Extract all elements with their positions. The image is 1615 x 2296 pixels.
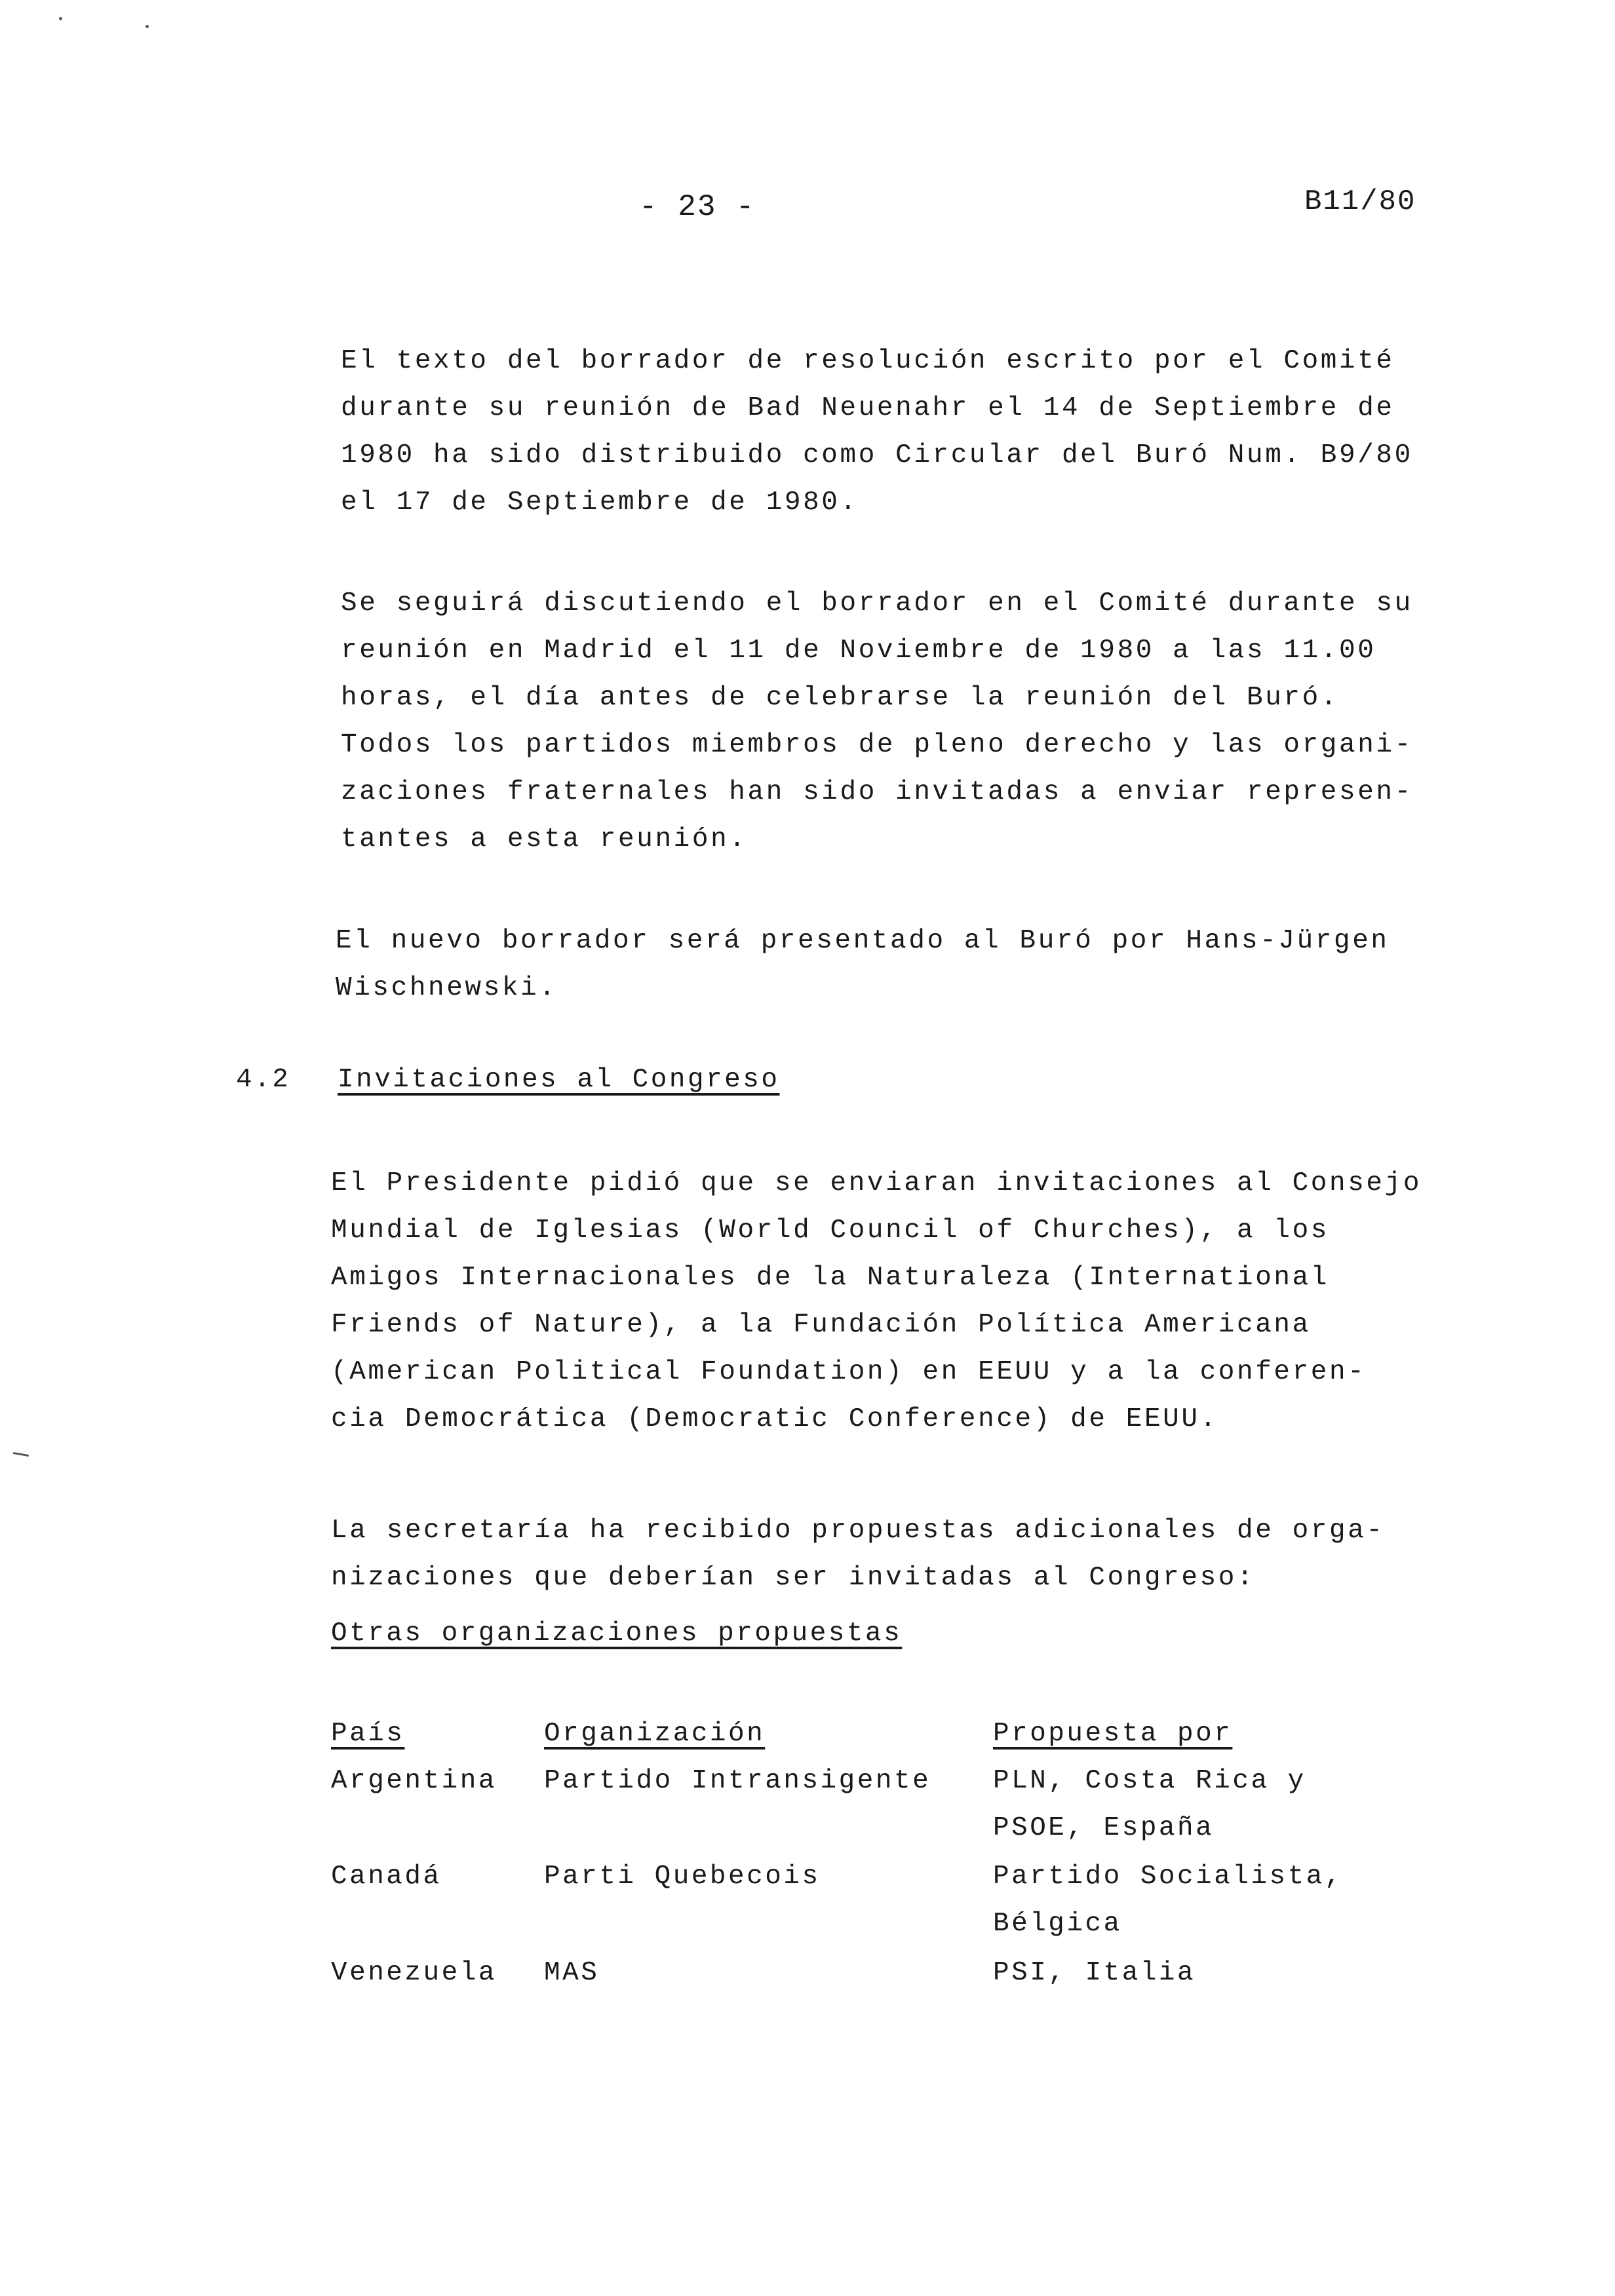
- table-cell-proposed-by: PSOE, España: [993, 1813, 1215, 1843]
- table-header-country: País: [331, 1719, 405, 1749]
- text-line: reunión en Madrid el 11 de Noviembre de 1980 a las 11.00: [341, 636, 1376, 666]
- table-header-proposed-by: Propuesta por: [993, 1719, 1233, 1749]
- text-line: horas, el día antes de celebrarse la reunión del Buró.: [341, 683, 1340, 713]
- document-reference: B11/80: [1304, 185, 1416, 218]
- paragraph-proposals: [331, 1507, 1385, 1601]
- text-line: durante su reunión de Bad Neuenahr el 14 de Septiembre de: [341, 393, 1395, 423]
- table-cell-proposed-by: Bélgica: [993, 1909, 1122, 1939]
- paragraph-committee-meeting: [341, 580, 1413, 863]
- text-line: el 17 de Septiembre de 1980.: [341, 488, 859, 518]
- text-line: Todos los partidos miembros de pleno derecho y las organi-: [341, 730, 1413, 760]
- text-line: Wischnewski.: [336, 973, 558, 1003]
- paragraph-draft-resolution: [341, 337, 1413, 526]
- scan-mark: [13, 1452, 29, 1457]
- subheading-other-organizations: Otras organizaciones propuestas: [331, 1618, 903, 1649]
- paragraph-new-draft: [336, 917, 1390, 1012]
- text-line: zaciones fraternales han sido invitadas a enviar represen-: [341, 777, 1413, 807]
- paragraph-invitations: [331, 1160, 1422, 1443]
- text-line: nizaciones que deberían ser invitadas al Congreso:: [331, 1563, 1256, 1593]
- text-line: 1980 ha sido distribuido como Circular del Buró Num. B9/80: [341, 440, 1413, 470]
- scan-speck: [146, 25, 149, 28]
- table-cell-organization: Parti Quebecois: [544, 1862, 821, 1892]
- scan-speck: [59, 17, 62, 20]
- section-title: Invitaciones al Congreso: [338, 1065, 780, 1095]
- text-line: Mundial de Iglesias (World Council of Churches), a los: [331, 1215, 1330, 1246]
- text-line: Friends of Nature), a la Fundación Política Americana: [331, 1310, 1311, 1340]
- text-line: El nuevo borrador será presentado al Buró por Hans-Jürgen: [336, 926, 1390, 956]
- text-line: El texto del borrador de resolución escrito por el Comité: [341, 346, 1395, 376]
- table-header-organization: Organización: [544, 1719, 766, 1749]
- text-line: (American Political Foundation) en EEUU y a la conferen-: [331, 1357, 1367, 1387]
- table-cell-proposed-by: Partido Socialista,: [993, 1862, 1343, 1892]
- text-line: Amigos Internacionales de la Naturaleza (International: [331, 1263, 1330, 1293]
- table-cell-country: Argentina: [331, 1766, 497, 1796]
- text-line: El Presidente pidió que se enviaran invitaciones al Consejo: [331, 1168, 1422, 1198]
- table-cell-proposed-by: PSI, Italia: [993, 1958, 1196, 1988]
- table-cell-organization: Partido Intransigente: [544, 1766, 931, 1796]
- text-line: cia Democrática (Democratic Conference) de EEUU.: [331, 1404, 1218, 1434]
- table-cell-country: Canadá: [331, 1862, 442, 1892]
- page-number: - 23 -: [639, 190, 756, 224]
- text-line: Se seguirá discutiendo el borrador en el Comité durante su: [341, 588, 1413, 619]
- text-line: tantes a esta reunión.: [341, 824, 748, 854]
- text-line: La secretaría ha recibido propuestas adicionales de orga-: [331, 1516, 1385, 1546]
- table-cell-country: Venezuela: [331, 1958, 497, 1988]
- table-cell-proposed-by: PLN, Costa Rica y: [993, 1766, 1306, 1796]
- table-cell-organization: MAS: [544, 1958, 600, 1988]
- section-number: 4.2: [236, 1065, 290, 1095]
